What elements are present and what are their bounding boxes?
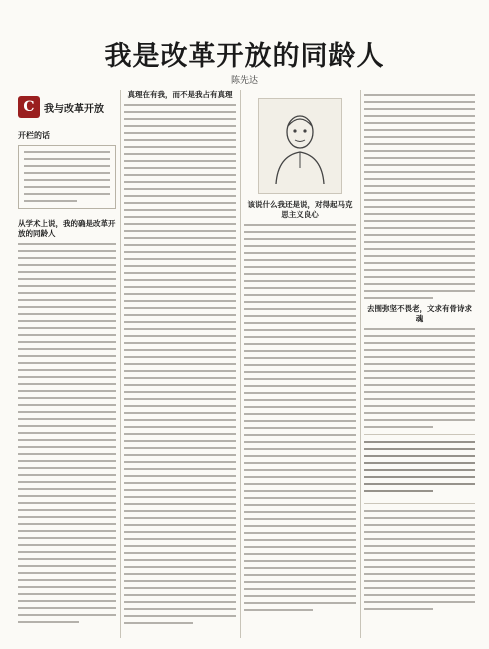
article-body	[18, 90, 475, 638]
column-rule	[360, 90, 361, 638]
body-text	[364, 94, 475, 299]
intro-box	[18, 145, 116, 209]
column-name: 我与改革开放	[44, 103, 104, 115]
poem-block	[364, 434, 475, 504]
body-text	[124, 104, 236, 624]
body-text	[364, 510, 475, 610]
column-1	[18, 90, 116, 638]
column-4	[364, 90, 475, 638]
logo-mark: C	[18, 96, 40, 118]
body-text	[244, 224, 356, 611]
body-text	[18, 243, 116, 623]
column-logo	[18, 90, 116, 124]
intro-title: 开栏的话	[18, 131, 50, 140]
column-rule	[120, 90, 121, 638]
section-title-4: 去围弥坚不畏老，文求有骨诗求魂	[367, 304, 472, 323]
body-text	[364, 328, 475, 428]
portrait-sketch-icon	[258, 98, 342, 194]
column-3	[244, 90, 356, 638]
column-2	[124, 90, 236, 638]
column-rule	[240, 90, 241, 638]
byline: 陈先达	[230, 76, 258, 86]
headline: 我是改革开放的同龄人	[104, 41, 385, 72]
section-title-2: 真理在有我，而不是我占有真理	[127, 90, 233, 99]
section-title-1: 从学术上说，我的确是改革开放的同龄人	[18, 219, 116, 238]
section-title-3: 该说什么我还是说，对得起马克思主义良心	[247, 200, 353, 219]
